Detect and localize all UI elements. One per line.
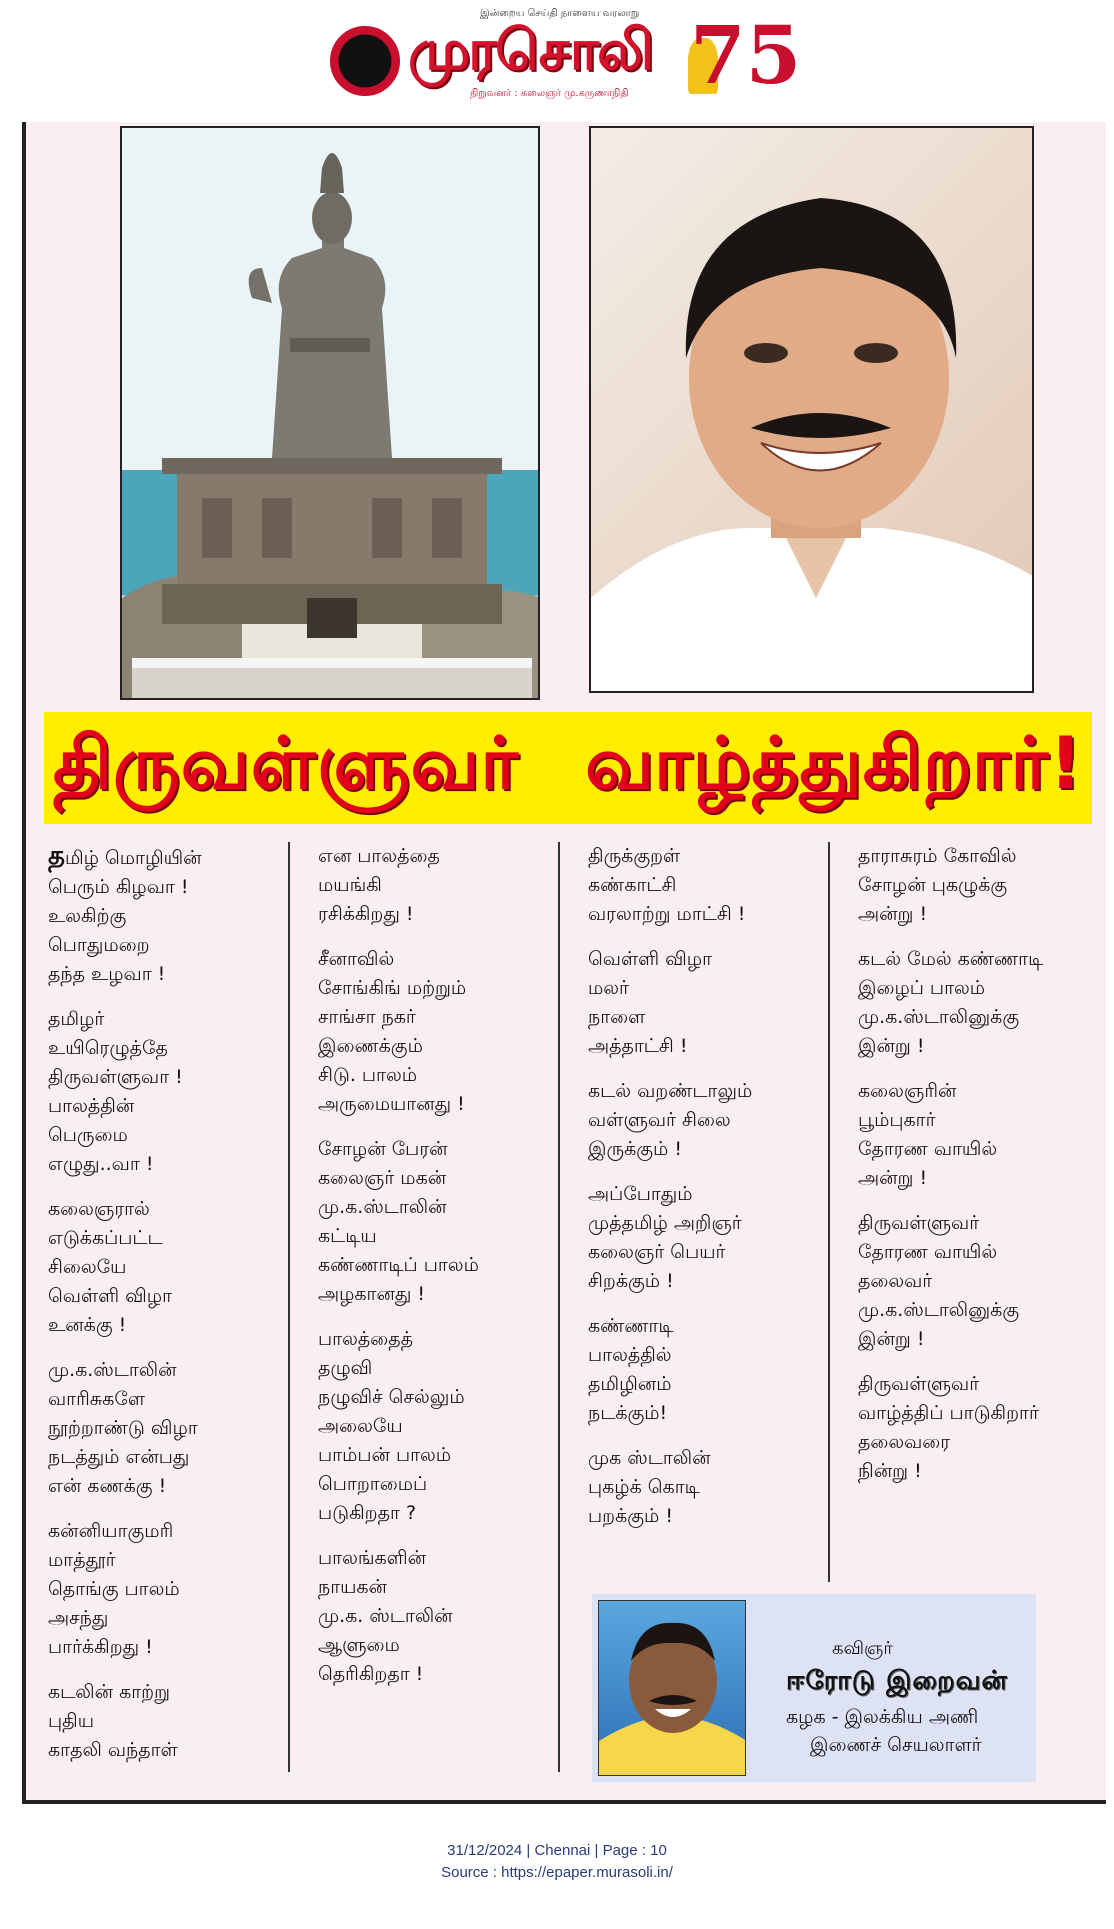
poem-line: என் கணக்கு ! [48, 1475, 167, 1497]
masthead [330, 8, 802, 108]
poem-stanza [48, 842, 288, 989]
poem-line: பறக்கும் ! [588, 1505, 673, 1527]
poem-stanza [588, 1312, 828, 1428]
poem-line: மாத்தூர் [48, 1549, 116, 1571]
poem-line: காதலி வந்தாள் [48, 1739, 178, 1761]
poem-line: இருக்கும் ! [588, 1138, 682, 1160]
poem-line: சிலையே [48, 1256, 127, 1278]
poem-line: ஆளுமை [318, 1634, 400, 1656]
poem-line: பெரும் கிழவா ! [48, 876, 189, 898]
poem-line: தமிழ் மொழியின் [48, 841, 202, 871]
poem-stanza [858, 1370, 1098, 1486]
headline: திருவள்ளுவர் வாழ்த்துகிறார்! [53, 721, 1083, 805]
author-role: கழக - இலக்கிய அணி [786, 1706, 979, 1728]
poem-line: மு.க.ஸ்டாலின் [318, 1196, 447, 1218]
poem-stanza [858, 1077, 1098, 1193]
poem-line: சோங்கிங் மற்றும் [318, 977, 467, 999]
poem-line: அன்று ! [858, 903, 928, 925]
poem-line: மு.க. ஸ்டாலின் [318, 1605, 453, 1627]
poem-line: திருவள்ளுவர் [858, 1373, 980, 1395]
poem-stanza [858, 945, 1098, 1061]
poem-line: மயங்கி [318, 874, 382, 896]
page-footer [0, 1840, 1114, 1884]
poem-line: கலைஞரின் [858, 1080, 957, 1102]
founder-line: நிறுவனர் : கலைஞர் மு.கருணாநிதி [470, 88, 629, 99]
poem-line: நின்று ! [858, 1460, 922, 1482]
poem-line: கலைஞரால் [48, 1198, 150, 1220]
chief-minister-portrait-photo [589, 126, 1034, 693]
poem-line: மு.க.ஸ்டாலினுக்கு [858, 1299, 1020, 1321]
poem-line: வாழ்த்திப் பாடுகிறார் [858, 1402, 1039, 1424]
anniversary-number: 75 [690, 8, 802, 102]
poem-line: பொதுமறை [48, 934, 150, 956]
column-divider [288, 842, 290, 1772]
poem-line: திருக்குறள் [588, 845, 681, 867]
poem-line: வள்ளுவர் சிலை [588, 1109, 731, 1131]
poem-stanza [48, 1005, 288, 1179]
poem-line: அழகானது ! [318, 1283, 426, 1305]
masthead-tagline: இன்றைய செய்தி நாளைய வரலாறு [480, 8, 640, 19]
poem-line: தலைவரை [858, 1431, 951, 1453]
poem-stanza [318, 945, 558, 1119]
poem-line: அருமையானது ! [318, 1093, 465, 1115]
party-emblem-logo [330, 26, 400, 96]
poem-line: சோழன் புகழுக்கு [858, 874, 1008, 896]
thiruvalluvar-statue-photo [120, 126, 540, 700]
poem-line: தோரண வாயில் [858, 1241, 998, 1263]
poem-line: எழுது..வா ! [48, 1153, 154, 1175]
poem-line: நழுவிச் செல்லும் [318, 1386, 465, 1408]
poem-stanza [588, 945, 828, 1061]
poem-stanza [858, 1209, 1098, 1354]
poem-stanza [588, 1180, 828, 1296]
poem-line: நாளை [588, 1006, 646, 1028]
newspaper-name-logo: முரசொலி [408, 18, 652, 83]
poem-line: உனக்கு ! [48, 1314, 127, 1336]
poem-line: திருவள்ளுவா ! [48, 1066, 183, 1088]
poem-line: சிடு. பாலம் [318, 1064, 418, 1086]
poem-line: இன்று ! [858, 1035, 925, 1057]
poem-stanza [318, 842, 558, 929]
poem-line: நூற்றாண்டு விழா [48, 1417, 198, 1439]
poem-line: சாங்சா நகர் [318, 1006, 416, 1028]
poem-column-3 [588, 842, 828, 1547]
poem-line: பாம்பன் பாலம் [318, 1444, 452, 1466]
edition-info: 31/12/2024 | Chennai | Page : 10 [447, 1842, 667, 1859]
poem-stanza [48, 1678, 288, 1765]
poem-line: பார்க்கிறது ! [48, 1636, 153, 1658]
poem-line: கன்னியாகுமரி [48, 1520, 174, 1542]
poem-line: ரசிக்கிறது ! [318, 903, 414, 925]
poem-stanza [588, 1444, 828, 1531]
poem-line: கண்ணாடி [588, 1315, 674, 1337]
poem-line: மு.க.ஸ்டாலின் [48, 1359, 177, 1381]
author-name: ஈரோடு இறைவன் [786, 1666, 1008, 1696]
poem-line: இழைப் பாலம் [858, 977, 986, 999]
poem-line: நாயகன் [318, 1576, 387, 1598]
poem-line: அன்று ! [858, 1167, 928, 1189]
column-divider [558, 842, 560, 1772]
poem-line: என பாலத்தை [318, 845, 440, 867]
poem-line: கலைஞர் மகன் [318, 1167, 447, 1189]
poem-line: பெருமை [48, 1124, 128, 1146]
author-photo [598, 1600, 746, 1776]
poem-line: கடல் மேல் கண்ணாடி [858, 948, 1044, 970]
author-role: இணைச் செயலாளர் [810, 1734, 982, 1756]
source-link[interactable]: Source : https://epaper.murasoli.in/ [441, 1864, 673, 1881]
poem-line: கண்ணாடிப் பாலம் [318, 1254, 479, 1276]
poem-line: எடுக்கப்பட்ட [48, 1227, 163, 1249]
poem-line: கடல் வறண்டாலும் [588, 1080, 753, 1102]
poem-line: அசந்து [48, 1607, 109, 1629]
poem-line: பூம்புகார் [858, 1109, 936, 1131]
poem-line: கலைஞர் பெயர் [588, 1241, 726, 1263]
poem-line: புகழ்க் கொடி [588, 1476, 700, 1498]
author-box [592, 1594, 1036, 1782]
article-panel [22, 122, 1106, 1804]
poem-line: தொங்கு பாலம் [48, 1578, 180, 1600]
poem-line: வெள்ளி விழா [48, 1285, 172, 1307]
author-title: கவிஞர் [832, 1638, 893, 1659]
poem-line: கட்டிய [318, 1225, 377, 1247]
poem-line: சீனாவில் [318, 948, 395, 970]
headline-banner [44, 712, 1092, 824]
poem-line: சோழன் பேரன் [318, 1138, 448, 1160]
poem-line: அத்தாட்சி ! [588, 1035, 688, 1057]
poem-stanza [48, 1517, 288, 1662]
drop-cap: த [48, 841, 65, 871]
poem-line: வாரிசுகளே [48, 1388, 145, 1410]
poem-line: பாலத்தில் [588, 1344, 672, 1366]
poem-line: உயிரெழுத்தே [48, 1037, 168, 1059]
poem-column-4 [858, 842, 1098, 1502]
poem-line: தோரண வாயில் [858, 1138, 998, 1160]
poem-line: முத்தமிழ் அறிஞர் [588, 1212, 742, 1234]
poem-stanza [318, 1544, 558, 1689]
poem-line: திருவள்ளுவர் [858, 1212, 980, 1234]
poem-stanza [318, 1325, 558, 1528]
poem-stanza [588, 842, 828, 929]
poem-line: வரலாற்று மாட்சி ! [588, 903, 746, 925]
poem-line: இணைக்கும் [318, 1035, 423, 1057]
poem-line: இன்று ! [858, 1328, 925, 1350]
poem-line: மலர் [588, 977, 629, 999]
poem-line: நடக்கும்! [588, 1402, 668, 1424]
poem-stanza [48, 1195, 288, 1340]
poem-line: உலகிற்கு [48, 905, 127, 927]
poem-stanza [858, 842, 1098, 929]
column-divider [828, 842, 830, 1582]
poem-line: பாலங்களின் [318, 1547, 427, 1569]
poem-line: பாலத்தின் [48, 1095, 135, 1117]
poem-line: முக ஸ்டாலின் [588, 1447, 711, 1469]
poem-line: தெரிகிறதா ! [318, 1663, 424, 1685]
poem-line: பொறாமைப் [318, 1473, 428, 1495]
poem-line: தமிழர் [48, 1008, 105, 1030]
poem-line: பாலத்தைத் [318, 1328, 413, 1350]
poem-line: தமிழினம் [588, 1373, 672, 1395]
poem-line: வெள்ளி விழா [588, 948, 712, 970]
poem-column-1 [48, 842, 288, 1781]
poem-line: கடலின் காற்று [48, 1681, 170, 1703]
poem-stanza [588, 1077, 828, 1164]
poem-stanza [318, 1135, 558, 1309]
poem-line: படுகிறதா ? [318, 1502, 417, 1524]
poem-line: தாராசுரம் கோவில் [858, 845, 1017, 867]
poem-line: தலைவர் [858, 1270, 933, 1292]
poem-column-2 [318, 842, 558, 1705]
poem-line: புதிய [48, 1710, 94, 1732]
poem-stanza [48, 1356, 288, 1501]
poem-line: அப்போதும் [588, 1183, 693, 1205]
poem-line: அலையே [318, 1415, 403, 1437]
poem-line: கண்காட்சி [588, 874, 677, 896]
poem-line: மு.க.ஸ்டாலினுக்கு [858, 1006, 1020, 1028]
poem-line: தழுவி [318, 1357, 373, 1379]
poem-line: தந்த உழவா ! [48, 963, 166, 985]
poem-line: நடத்தும் என்பது [48, 1446, 190, 1468]
poem-line: சிறக்கும் ! [588, 1270, 674, 1292]
